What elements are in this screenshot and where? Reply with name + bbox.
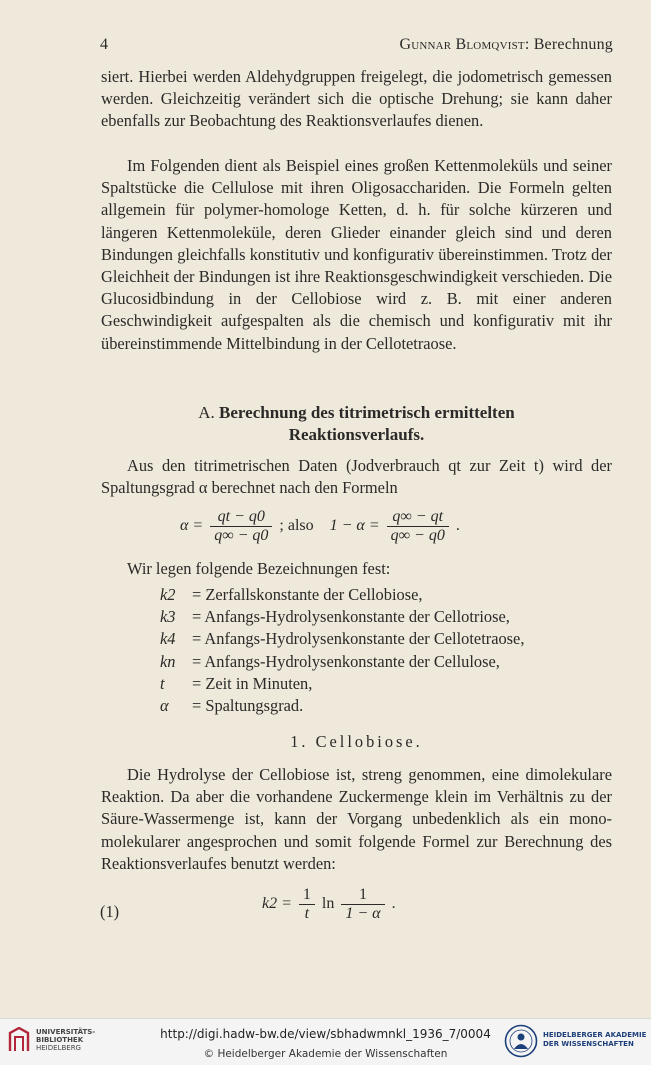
fraction-1-numerator: qt − q0 bbox=[210, 508, 272, 527]
academy-seal-icon[interactable] bbox=[504, 1024, 538, 1058]
definition-text: = Anfangs-Hydrolysenkonstante der Cellotetraose, bbox=[192, 629, 525, 649]
equation-fraction-1 bbox=[299, 886, 315, 923]
equation-fraction-2 bbox=[341, 886, 384, 923]
formula-separator: ; also bbox=[279, 517, 314, 535]
ub-text-line-1: UNIVERSITÄTS- bbox=[36, 1028, 96, 1036]
ub-text-line-3: HEIDELBERG bbox=[36, 1044, 81, 1052]
formula-fraction-1 bbox=[210, 508, 272, 545]
definition-row bbox=[160, 628, 524, 650]
definition-text: = Anfangs-Hydrolysenkonstante der Cellulose, bbox=[192, 651, 500, 671]
equation-end: . bbox=[391, 895, 396, 913]
definition-symbol: kn bbox=[160, 651, 176, 671]
heading-line-1: Berechnung des titrimetrisch ermittelten bbox=[219, 403, 515, 422]
equation-fraction-2-numerator: 1 bbox=[341, 886, 384, 905]
running-head-title: Berechnung bbox=[533, 36, 613, 53]
section-heading bbox=[101, 402, 612, 446]
fraction-2-numerator: q∞ − qt bbox=[387, 508, 449, 527]
definition-text: = Zeit in Minuten, bbox=[192, 673, 313, 693]
heading-line-2: Reaktionsverlaufs. bbox=[288, 425, 425, 444]
running-head-author: Gunnar Blomqvist bbox=[399, 36, 525, 53]
fraction-1-denominator: q∞ − q0 bbox=[214, 527, 269, 544]
equation-fraction-1-numerator: 1 bbox=[299, 886, 315, 905]
paragraph-1: siert. Hierbei werden Aldehydgruppen freigelegt, die jodometrisch gemessen werden. Gleichzeitig verändert sich die optische Drehung; sie kann daher ebenfalls zur Beobachtung des Reaktionsverlaufes dienen. bbox=[101, 67, 612, 131]
paragraph-4: Wir legen folgende Bezeichnungen fest: bbox=[127, 559, 391, 578]
definition-row bbox=[160, 695, 524, 717]
formula-lhs: α = bbox=[180, 517, 204, 535]
paragraph-2: Im Folgenden dient als Beispiel eines großen Kettenmoleküls und seiner Spaltstücke die Cellulose mit ihren Oligosacchariden. Die Formeln gelten allgemein für polymer-homologe Ketten, d. h. für solche kürzeren und längeren Kettenmoleküle, deren Glieder einander gleich sind und deren Bindungen gleichfalls konstitutiv und konfigurativ übereinstimmen. Trotz der Gleichheit der Bindungen ist ihre Reaktionsgeschwindigkeit verschieden. Die Glucosidbindung in der Cellobiose wird z. B. mit einer anderen Geschwindigkeit aufgespalten als die chemisch und konfigurativ mit ihr übereinstimmende Mittelbindung in der Cellotetraose. bbox=[101, 156, 612, 353]
equation-1 bbox=[262, 886, 396, 923]
definition-symbol: α bbox=[160, 696, 169, 716]
definition-list bbox=[160, 584, 524, 717]
definition-symbol: k4 bbox=[160, 629, 176, 649]
subsection-title: 1. Cellobiose. bbox=[290, 732, 423, 751]
academy-text-line-2: DER WISSENSCHAFTEN bbox=[543, 1040, 634, 1048]
page-number: 4 bbox=[100, 36, 108, 53]
formula-end: . bbox=[455, 517, 460, 535]
definition-symbol: k3 bbox=[160, 607, 176, 627]
fraction-2-denominator: q∞ − q0 bbox=[390, 527, 445, 544]
equation-fraction-1-denominator: t bbox=[304, 905, 310, 922]
heading-letter: A. bbox=[198, 403, 215, 422]
definition-text: = Anfangs-Hydrolysenkonstante der Cellotriose, bbox=[192, 607, 510, 627]
permalink-url[interactable]: http://digi.hadw-bw.de/view/sbhadwmnkl_1936_7/0004 bbox=[160, 1027, 491, 1041]
formula-fraction-2 bbox=[387, 508, 449, 545]
definition-row bbox=[160, 651, 524, 673]
definition-symbol: t bbox=[160, 673, 165, 693]
copyright-notice: © Heidelberger Akademie der Wissenschaften bbox=[203, 1048, 448, 1060]
definition-text: = Spaltungsgrad. bbox=[192, 696, 304, 716]
definition-row bbox=[160, 584, 524, 606]
paragraph-3: Aus den titrimetrischen Daten (Jodverbrauch qt zur Zeit t) wird der Spaltungsgrad α berechnet nach den Formeln bbox=[101, 456, 612, 498]
paragraph-5: Die Hydrolyse der Cellobiose ist, streng genommen, eine dimolekulare Reaktion. Da aber die vorhandene Zuckermenge klein im Verhältnis zu der Säure-Wassermenge ist, kann der Vorgang unbedenklich als ein mono-molekularer angesprochen und somit folgende Formel zur Berechnung des Reaktionsverlaufes benutzt werden: bbox=[101, 765, 612, 873]
equation-fraction-2-denominator: 1 − α bbox=[345, 905, 381, 922]
equation-ln: ln bbox=[321, 895, 335, 913]
running-head: Gunnar Blomqvist: Berechnung bbox=[399, 36, 613, 53]
ub-text-line-2: BIBLIOTHEK bbox=[36, 1036, 84, 1044]
definition-row bbox=[160, 673, 524, 695]
definition-text: = Zerfallskonstante der Cellobiose, bbox=[192, 585, 423, 604]
formula-lhs-2: 1 − α = bbox=[329, 517, 380, 535]
equation-lhs: k2 = bbox=[262, 895, 292, 913]
viewer-footer bbox=[0, 1018, 651, 1065]
alpha-formula bbox=[180, 508, 460, 545]
definition-row bbox=[160, 606, 524, 628]
definition-symbol: k2 bbox=[160, 585, 176, 604]
academy-text-line-1: HEIDELBERGER AKADEMIE bbox=[543, 1031, 647, 1039]
academy-logo-text bbox=[543, 1031, 646, 1049]
equation-number: (1) bbox=[100, 902, 120, 921]
